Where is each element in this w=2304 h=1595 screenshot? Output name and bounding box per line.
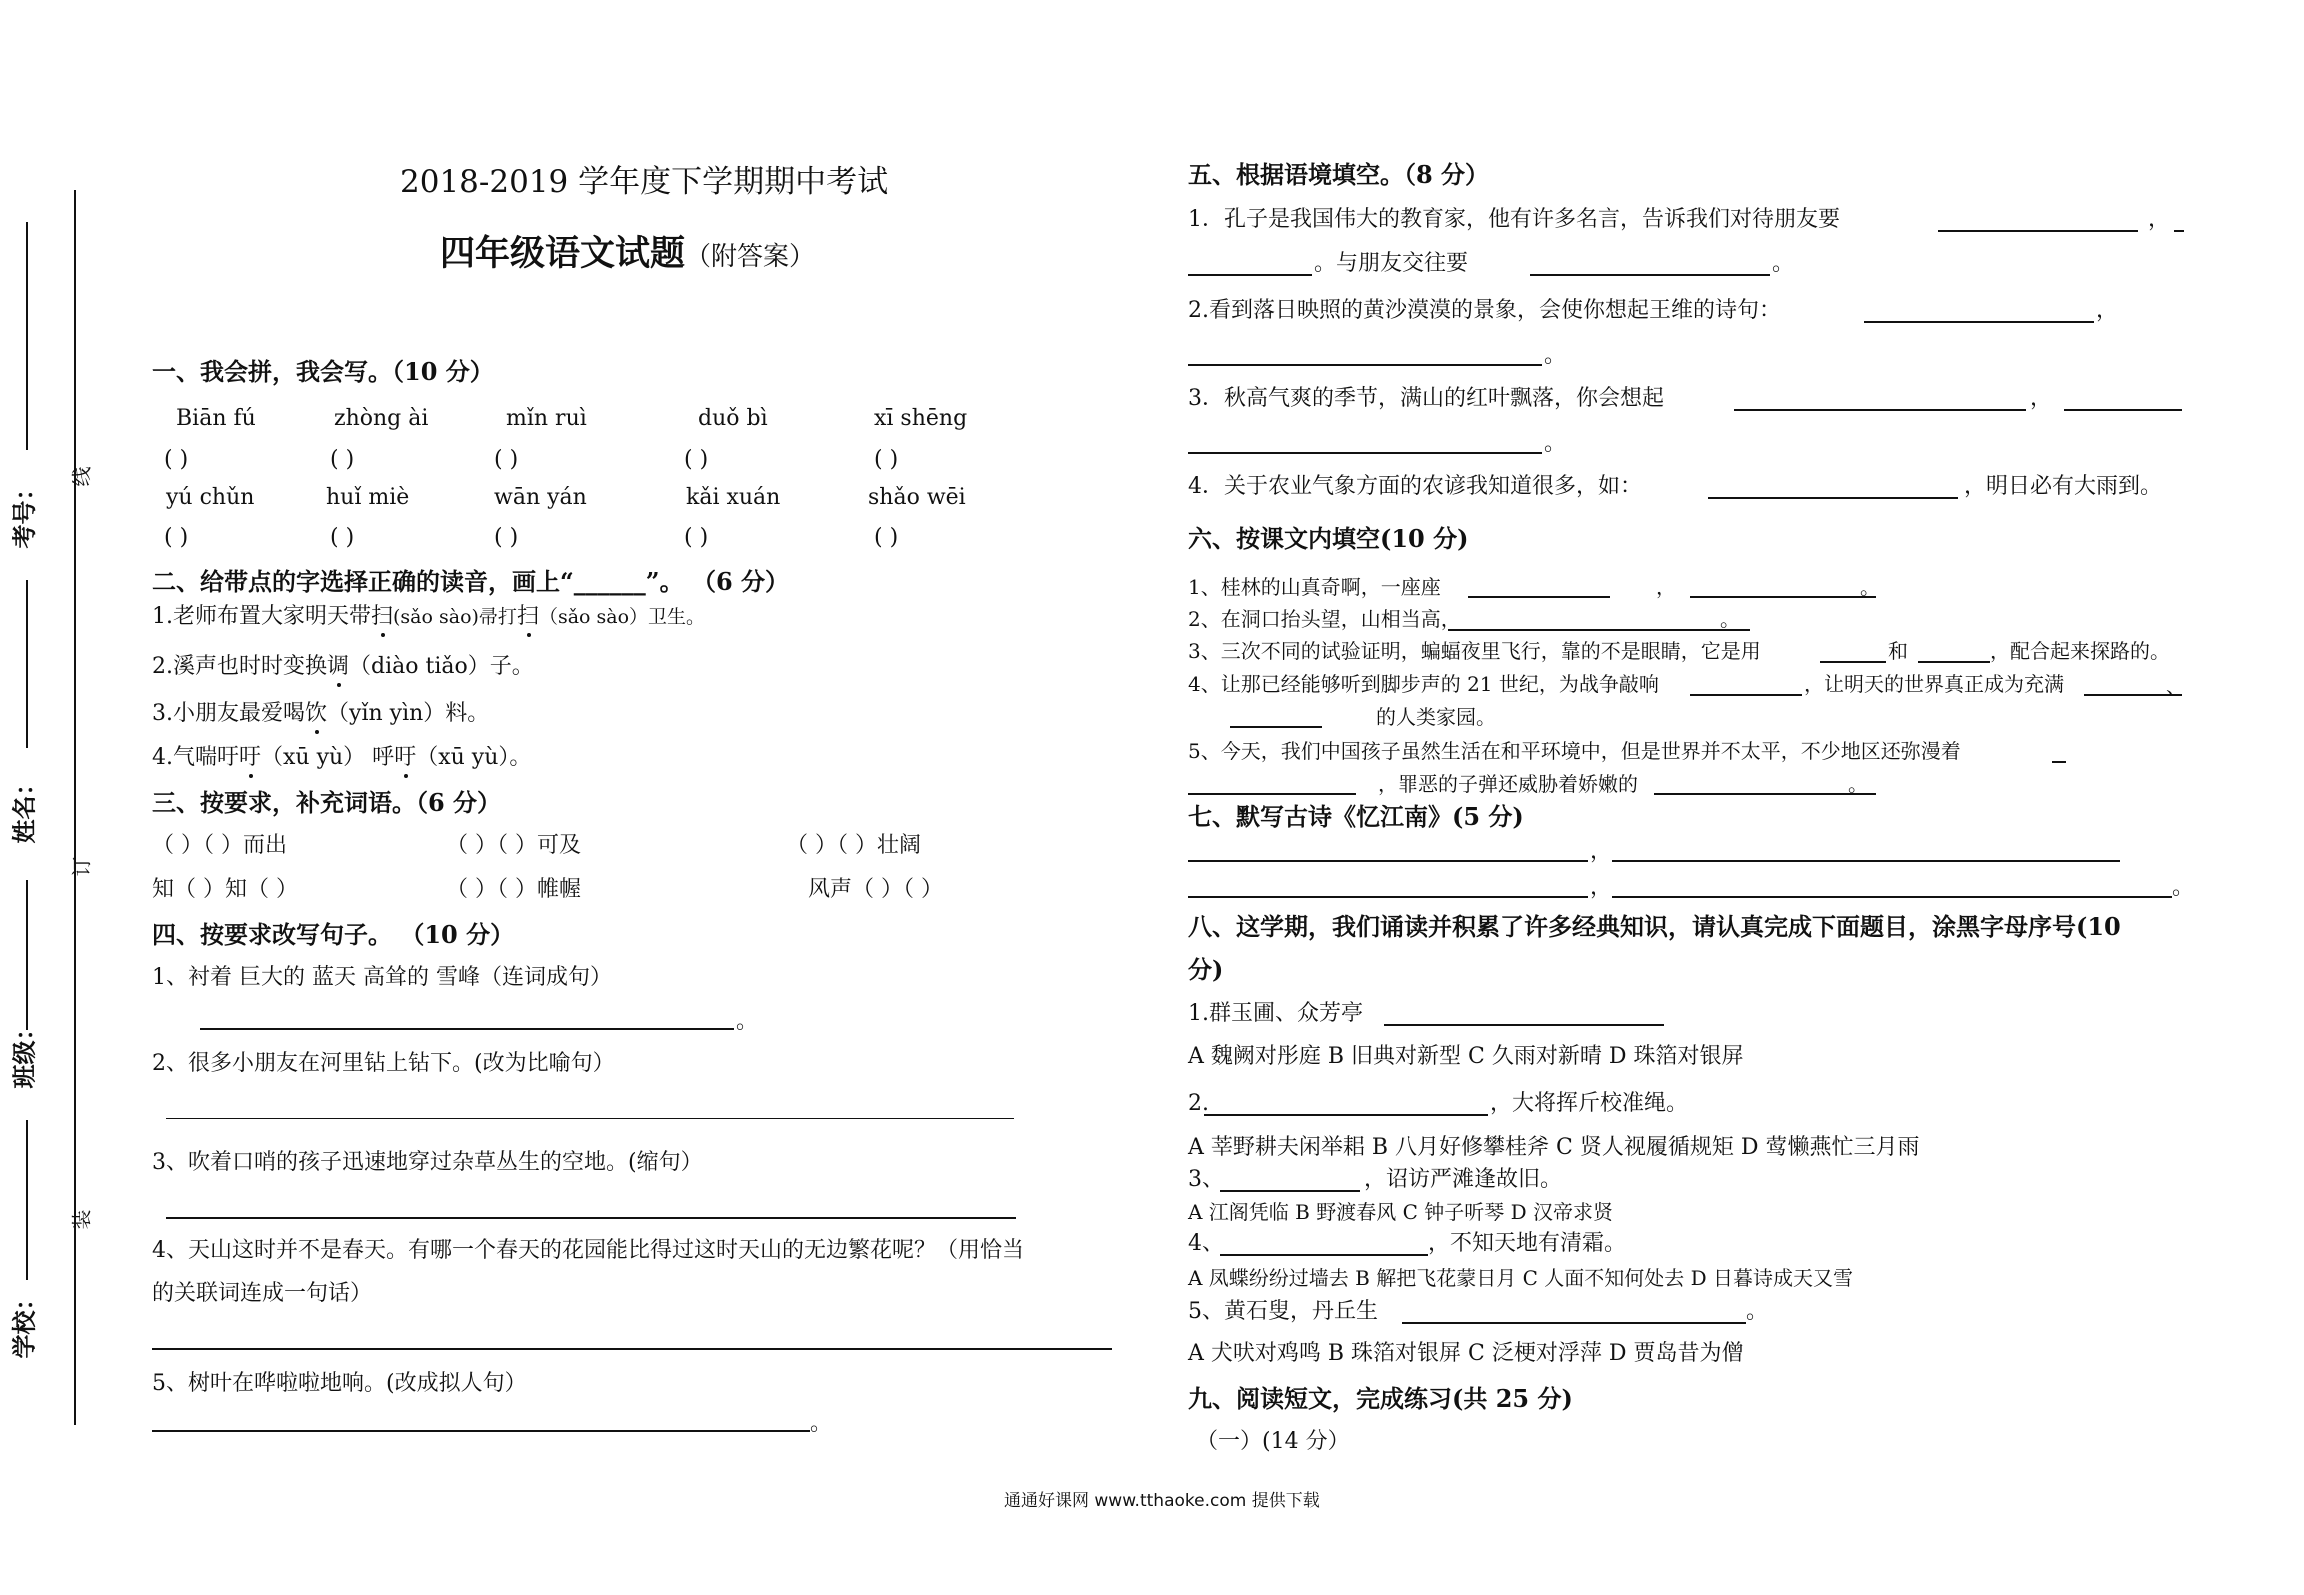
punct: 。 bbox=[1720, 607, 1740, 631]
answer-line[interactable] bbox=[1654, 793, 1876, 795]
s2-q2-text-c: （diào tiǎo）子。 bbox=[349, 654, 534, 679]
section-3-heading: 三、按要求，补充词语。（6 分） bbox=[152, 788, 502, 817]
punct: ， bbox=[2096, 298, 2119, 323]
answer-line[interactable] bbox=[1188, 452, 1542, 454]
exam-number-label: 考号： bbox=[9, 476, 39, 549]
punct: 。 bbox=[2172, 875, 2195, 900]
name-fill-line bbox=[26, 580, 28, 748]
binding-mark-bind: 装 bbox=[69, 1209, 94, 1230]
answer-line[interactable] bbox=[1188, 274, 1312, 276]
s5-question-4b: ，明日必有大雨到。 bbox=[1964, 474, 2163, 499]
answer-paren[interactable]: ( ) bbox=[684, 525, 709, 550]
s4-question-3: 3、吹着口哨的孩子迅速地穿过杂草丛生的空地。(缩句） bbox=[152, 1150, 703, 1175]
s2-q4-text-a: 4.气喘吁 bbox=[152, 745, 239, 770]
s4-question-1: 1、衬着 巨大的 蓝天 高耸的 雪峰（连词成句） bbox=[152, 965, 612, 990]
answer-line[interactable] bbox=[1402, 1322, 1746, 1324]
dotted-char: 调 bbox=[327, 654, 350, 679]
dotted-char: 扫 bbox=[371, 604, 394, 629]
punct: 、 bbox=[2166, 674, 2186, 698]
idiom-blank[interactable]: （ ）（ ）壮阔 bbox=[786, 833, 921, 858]
answer-line[interactable] bbox=[1820, 661, 1886, 663]
s4-question-2: 2、很多小朋友在河里钻上钻下。(改为比喻句） bbox=[152, 1051, 615, 1076]
answer-line[interactable] bbox=[1230, 726, 1322, 728]
answer-line[interactable] bbox=[2064, 409, 2182, 411]
punct: ， bbox=[2030, 386, 2053, 411]
section-9-heading: 九、阅读短文，完成练习(共 25 分) bbox=[1188, 1384, 1573, 1413]
poem-line[interactable] bbox=[1612, 860, 2120, 862]
school-label: 学校： bbox=[9, 1286, 39, 1359]
section-5-heading: 五、根据语境填空。（8 分） bbox=[1188, 160, 1490, 189]
s2-q1-text-e: （sǎo sào）卫生。 bbox=[538, 606, 706, 628]
section-6-heading: 六、按课文内填空(10 分) bbox=[1188, 524, 1469, 553]
name-fill-line bbox=[26, 1120, 28, 1280]
s4-question-4b: 的关联词连成一句话） bbox=[152, 1281, 373, 1306]
dotted-char: 扫 bbox=[516, 604, 539, 629]
answer-line[interactable] bbox=[1708, 497, 1958, 499]
s8-question-3: ，诏访严滩逢故旧。 bbox=[1364, 1167, 1563, 1192]
answer-paren[interactable]: ( ) bbox=[684, 447, 709, 472]
s6-q5-b: ，罪恶的子弹还威胁着娇嫩的 bbox=[1378, 772, 1638, 796]
idiom-blank[interactable]: 知（ ）知（ ） bbox=[152, 877, 298, 902]
answer-line[interactable] bbox=[1204, 1114, 1488, 1116]
answer-line[interactable] bbox=[1220, 1254, 1428, 1256]
s8-question-1: 1.群玉圃、众芳亭 bbox=[1188, 1001, 1363, 1026]
answer-paren[interactable]: ( ) bbox=[874, 525, 899, 550]
pinyin-9: kǎi xuán bbox=[686, 485, 781, 510]
s2-q3-text-c: （yǐn yìn）料。 bbox=[327, 701, 490, 726]
answer-line[interactable] bbox=[152, 1348, 1112, 1350]
answer-paren[interactable]: ( ) bbox=[330, 447, 355, 472]
pinyin-2: zhòng ài bbox=[334, 406, 429, 431]
s8-options-2[interactable]: A 莘野耕夫闲举耜 B 八月好修攀桂斧 C 贤人视履循规矩 D 莺懒燕忙三月雨 bbox=[1188, 1135, 1920, 1160]
s2-question-3 bbox=[152, 700, 489, 728]
punct: 。 bbox=[1746, 1299, 1769, 1324]
s8-question-4: ，不知天地有清霜。 bbox=[1428, 1231, 1627, 1256]
s6-question-4a: 4、让那已经能够听到脚步声的 21 世纪，为战争敲响 bbox=[1188, 672, 1659, 696]
s5-question-1a: 1．孔子是我国伟大的教育家，他有许多名言，告诉我们对待朋友要 bbox=[1188, 207, 1840, 232]
section-1-heading: 一、我会拼，我会写。（10 分） bbox=[152, 357, 494, 386]
s4-question-4a: 4、天山这时并不是春天。有哪一个春天的花园能比得过这时天山的无边繁花呢？（用恰当 bbox=[152, 1238, 1025, 1263]
s8-question-2: ，大将挥斤校准绳。 bbox=[1490, 1091, 1689, 1116]
answer-line[interactable] bbox=[152, 1430, 810, 1432]
s2-q4-text-c: （xū yù） 呼 bbox=[261, 745, 395, 770]
answer-paren[interactable]: ( ) bbox=[164, 447, 189, 472]
s2-question-2 bbox=[152, 653, 534, 681]
exam-subtitle-row bbox=[440, 226, 815, 276]
idiom-blank[interactable]: （ ）（ ）帷幄 bbox=[446, 877, 581, 902]
answer-line[interactable] bbox=[1690, 596, 1876, 598]
idiom-blank[interactable]: （ ）（ ）而出 bbox=[152, 833, 287, 858]
punct: ， bbox=[2148, 207, 2171, 232]
pinyin-1: Biān fú bbox=[176, 406, 256, 431]
pinyin-3: mǐn ruì bbox=[506, 406, 587, 431]
s5-question-4a: 4．关于农业气象方面的农谚我知道很多，如： bbox=[1188, 474, 1642, 499]
exam-subtitle: 四年级语文试题 bbox=[440, 233, 686, 274]
pinyin-7: huǐ miè bbox=[326, 485, 410, 510]
class-label: 班级： bbox=[9, 1016, 39, 1089]
answer-line[interactable] bbox=[1734, 409, 2026, 411]
dotted-char: 吁 bbox=[394, 745, 417, 770]
s8-options-5[interactable]: A 犬吠对鸡鸣 B 珠箔对银屏 C 泛梗对浮萍 D 贾岛昔为僧 bbox=[1188, 1341, 1744, 1366]
answer-line[interactable] bbox=[1448, 629, 1750, 631]
footer-credit: 通通好课网 www.tthaoke.com 提供下载 bbox=[1004, 1491, 1320, 1511]
answer-paren[interactable]: ( ) bbox=[494, 447, 519, 472]
s5-question-1b: 。与朋友交往要 bbox=[1314, 251, 1469, 276]
pinyin-10: shǎo wēi bbox=[868, 485, 966, 510]
dotted-char: 吁 bbox=[239, 745, 262, 770]
punct: ， bbox=[1590, 875, 1613, 900]
section-8-heading-b: 分) bbox=[1188, 955, 1224, 984]
answer-line[interactable] bbox=[1530, 274, 1770, 276]
name-fill-line bbox=[26, 222, 28, 450]
binding-mark-staple: 订 bbox=[69, 856, 94, 877]
answer-paren[interactable]: ( ) bbox=[494, 525, 519, 550]
name-fill-line bbox=[26, 880, 28, 1030]
section-7-heading: 七、默写古诗《忆江南》(5 分) bbox=[1188, 802, 1524, 831]
answer-paren[interactable]: ( ) bbox=[330, 525, 355, 550]
pinyin-8: wān yán bbox=[494, 485, 587, 510]
student-name-label: 姓名： bbox=[9, 771, 39, 844]
section-2-heading: 二、给带点的字选择正确的读音，画上“______”。 （6 分） bbox=[152, 567, 790, 596]
s2-q1-text-a: 1.老师布置大家明天带 bbox=[152, 604, 371, 629]
exam-title: 2018-2019 学年度下学期期中考试 bbox=[400, 164, 889, 200]
dotted-char: 饮 bbox=[305, 701, 328, 726]
s5-question-2: 2.看到落日映照的黄沙漠漠的景象，会使你想起王维的诗句： bbox=[1188, 298, 1781, 323]
s6-question-5a: 5、今天，我们中国孩子虽然生活在和平环境中，但是世界并不太平，不少地区还弥漫着 bbox=[1188, 739, 1961, 763]
s8-options-4[interactable]: A 凤蝶纷纷过墙去 B 解把飞花蒙日月 C 人面不知何处去 D 日暮诗成天又雪 bbox=[1188, 1266, 1853, 1290]
s4-question-5: 5、树叶在哗啦啦地响。(改成拟人句） bbox=[152, 1371, 527, 1396]
punct: 。 bbox=[1772, 251, 1795, 276]
punct: ， bbox=[1590, 839, 1613, 864]
s2-question-1 bbox=[152, 603, 705, 631]
poem-line[interactable] bbox=[1188, 896, 1588, 898]
s8-options-3[interactable]: A 江阁凭临 B 野渡春风 C 钟子听琴 D 汉帝求贤 bbox=[1188, 1200, 1613, 1224]
binding-mark-line: 线 bbox=[69, 466, 94, 487]
s6-q4-d: 的人类家园。 bbox=[1376, 705, 1496, 729]
s8-question-5: 5、黄石叟，丹丘生 bbox=[1188, 1299, 1378, 1324]
answer-line[interactable] bbox=[200, 1028, 734, 1030]
punct: 。 bbox=[1544, 431, 1567, 456]
answer-paren[interactable]: ( ) bbox=[874, 447, 899, 472]
s6-q3-end: ，配合起来探路的。 bbox=[1990, 639, 2170, 663]
s6-question-1: 1、桂林的山真奇啊，一座座 bbox=[1188, 575, 1441, 599]
section-9-sub: （一）(14 分） bbox=[1196, 1429, 1350, 1454]
answer-line[interactable] bbox=[1938, 230, 2138, 232]
answer-line[interactable] bbox=[2174, 230, 2184, 232]
s2-q1-text-c: (sǎo sào)帚打 bbox=[393, 606, 517, 628]
s2-question-4 bbox=[152, 744, 531, 772]
exam-subtitle-note: （附答案） bbox=[685, 242, 816, 272]
s6-question-3a: 3、三次不同的试验证明，蝙蝠夜里飞行，靠的不是眼睛，它是用 bbox=[1188, 639, 1761, 663]
answer-line[interactable] bbox=[1188, 793, 1356, 795]
s8-q4-num: 4、 bbox=[1188, 1231, 1224, 1256]
s6-q4-b: ，让明天的世界真正成为充满 bbox=[1804, 672, 2064, 696]
answer-paren[interactable]: ( ) bbox=[164, 525, 189, 550]
answer-line[interactable] bbox=[1468, 596, 1610, 598]
punct: 。 bbox=[1848, 772, 1868, 796]
answer-line[interactable] bbox=[1864, 321, 2094, 323]
pinyin-6: yú chǔn bbox=[166, 485, 255, 510]
answer-line[interactable] bbox=[1188, 364, 1542, 366]
answer-line[interactable] bbox=[1918, 661, 1990, 663]
answer-line[interactable] bbox=[1690, 694, 1802, 696]
answer-line[interactable] bbox=[1384, 1024, 1664, 1026]
s5-question-3: 3．秋高气爽的季节，满山的红叶飘落，你会想起 bbox=[1188, 386, 1664, 411]
section-4-heading: 四、按要求改写句子。 （10 分） bbox=[152, 920, 515, 949]
s8-q2-num: 2. bbox=[1188, 1091, 1209, 1116]
poem-line[interactable] bbox=[1612, 896, 2172, 898]
idiom-blank[interactable]: （ ）（ ）可及 bbox=[446, 833, 581, 858]
s6-q3-and: 和 bbox=[1888, 639, 1908, 663]
s8-q3-num: 3、 bbox=[1188, 1167, 1224, 1192]
answer-line[interactable] bbox=[166, 1217, 1016, 1219]
sentence-end: 。 bbox=[736, 1009, 759, 1034]
answer-line[interactable] bbox=[1220, 1190, 1360, 1192]
punct: ， bbox=[1656, 575, 1676, 599]
answer-line[interactable] bbox=[2052, 761, 2066, 763]
idiom-blank[interactable]: 风声（ ）（ ） bbox=[808, 877, 943, 902]
punct: 。 bbox=[1860, 575, 1880, 599]
section-8-heading-a: 八、这学期，我们诵读并积累了许多经典知识，请认真完成下面题目，涂黑字母序号(10 bbox=[1188, 912, 2121, 941]
poem-line[interactable] bbox=[1188, 860, 1588, 862]
s2-q4-text-e: （xū yù）。 bbox=[416, 745, 532, 770]
s2-q3-text-a: 3.小朋友最爱喝 bbox=[152, 701, 305, 726]
pinyin-4: duǒ bì bbox=[698, 406, 768, 431]
pinyin-5: xī shēng bbox=[874, 406, 968, 431]
punct: 。 bbox=[1544, 343, 1567, 368]
s2-q2-text-a: 2.溪声也时时变换 bbox=[152, 654, 327, 679]
s8-options-1[interactable]: A 魏阙对彤庭 B 旧典对新型 C 久雨对新晴 D 珠箔对银屏 bbox=[1188, 1044, 1744, 1069]
s6-question-2: 2、在洞口抬头望，山相当高， bbox=[1188, 607, 1461, 631]
sentence-end: 。 bbox=[810, 1411, 833, 1436]
binding-line bbox=[74, 190, 76, 1425]
answer-line[interactable] bbox=[166, 1118, 1014, 1119]
